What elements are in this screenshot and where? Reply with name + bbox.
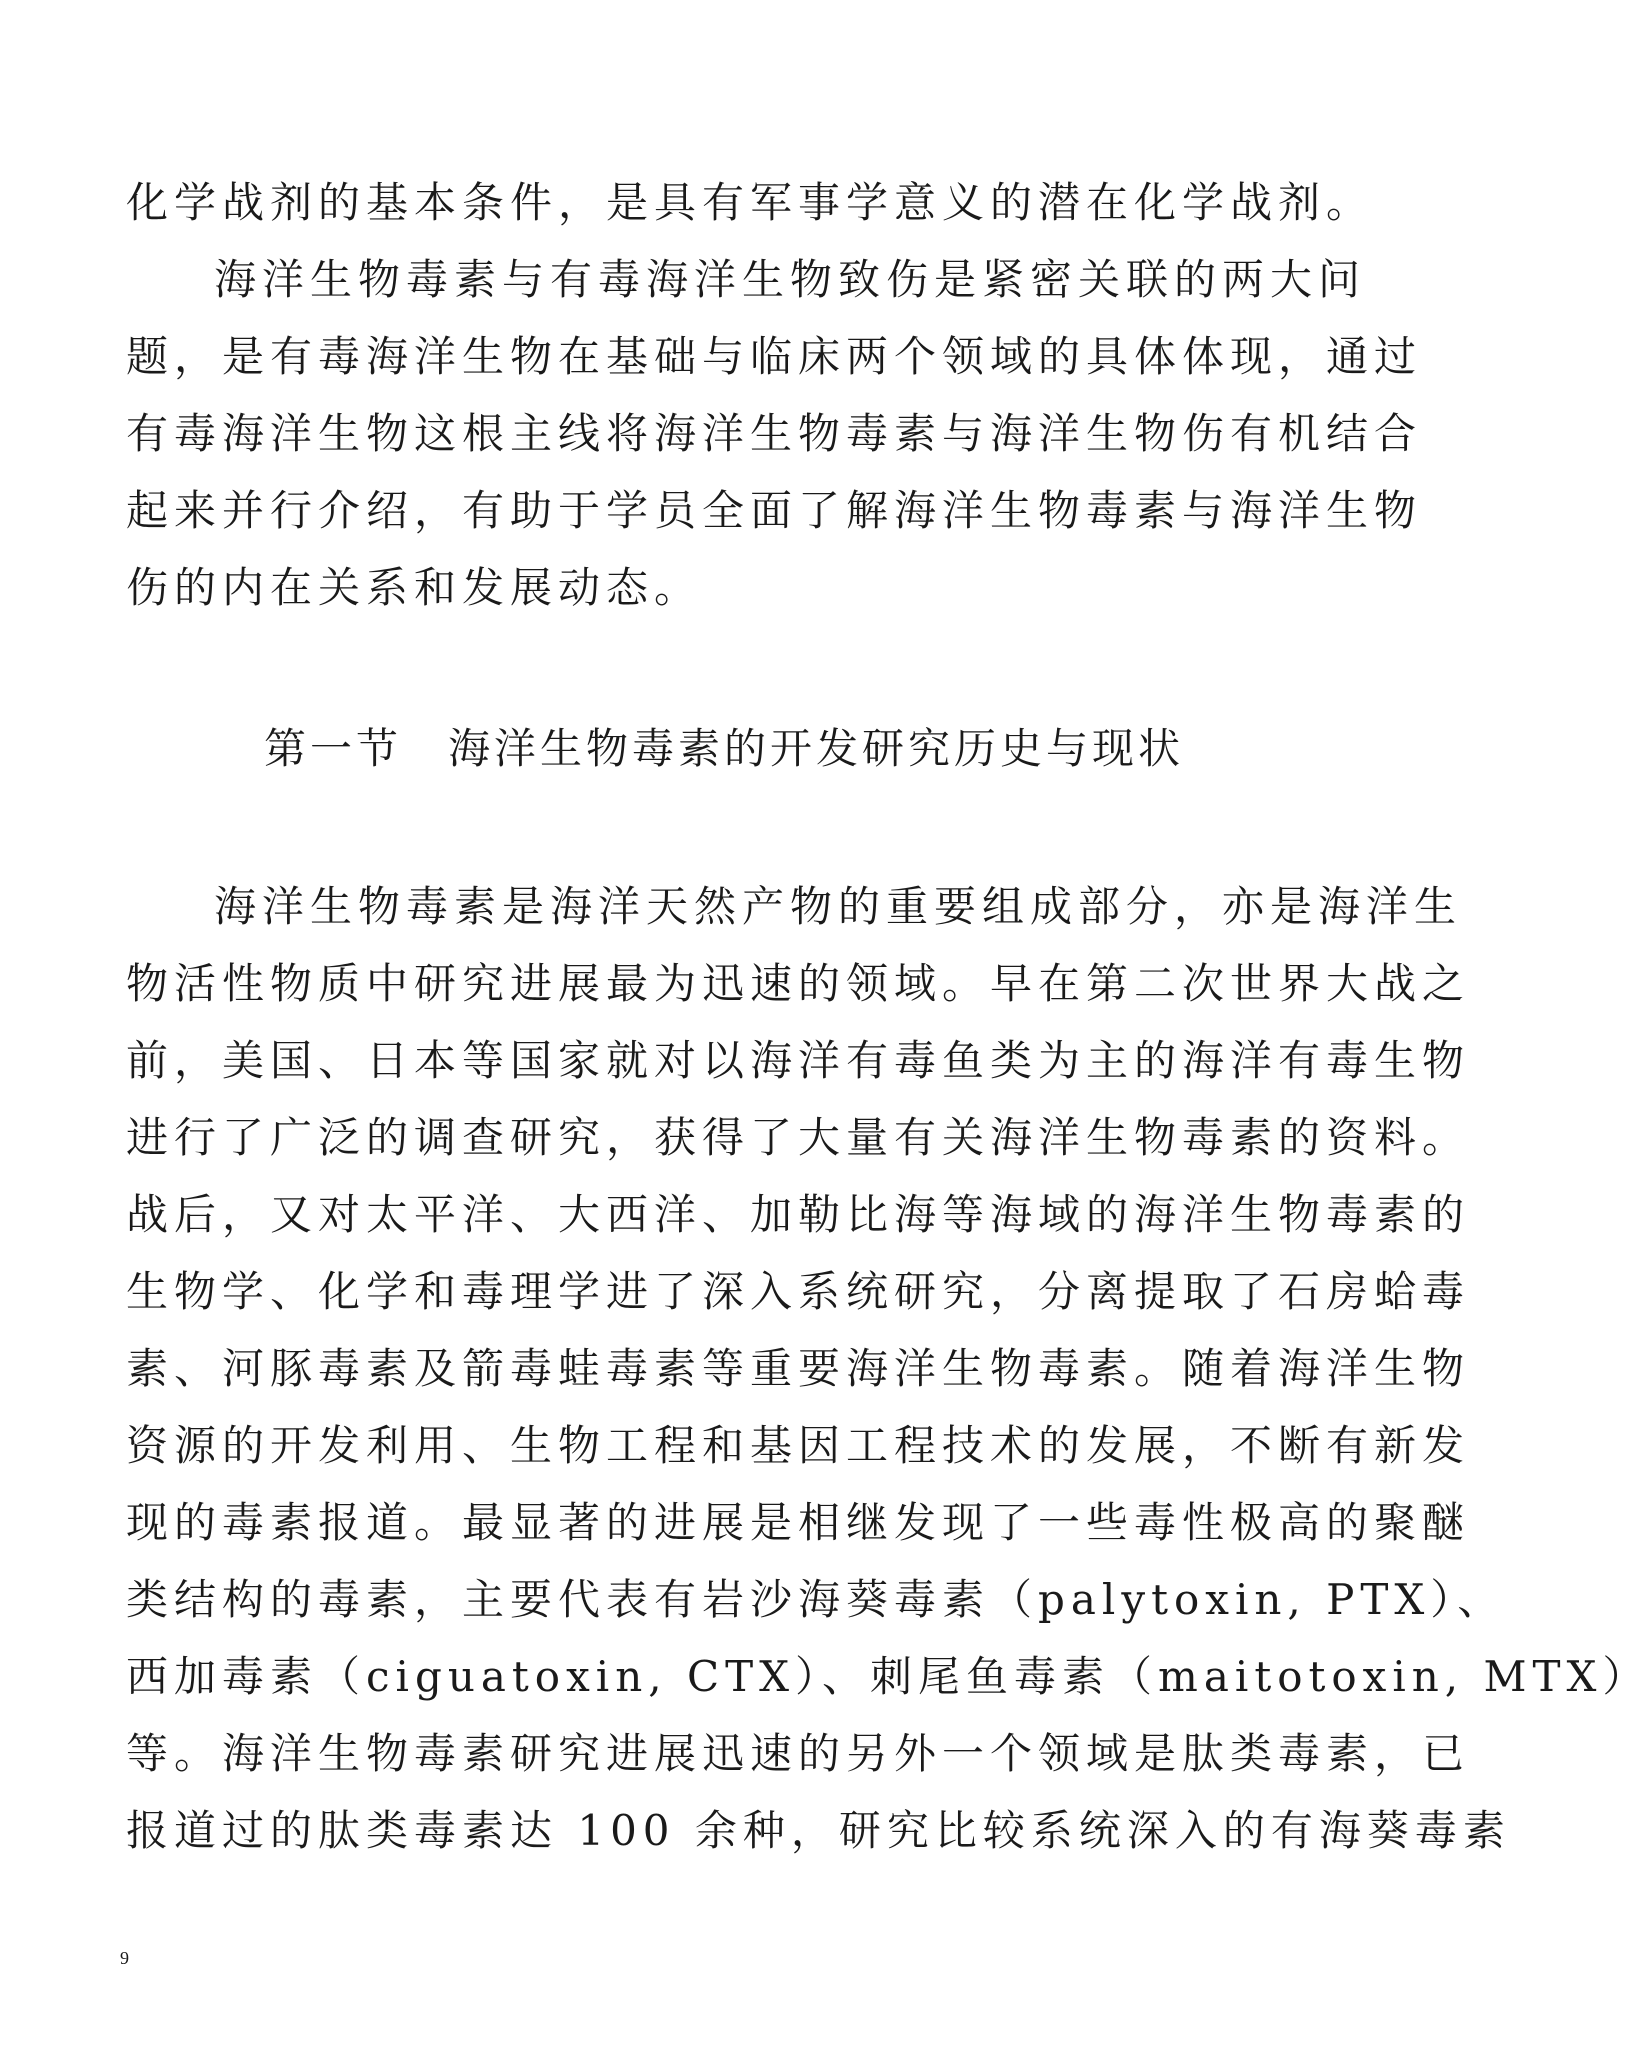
- section-line-6: 生物学、化学和毒理学进了深入系统研究，分离提取了石房蛤毒: [126, 1267, 1471, 1316]
- section-line-5: 战后，又对太平洋、大西洋、加勒比海等海域的海洋生物毒素的: [126, 1190, 1471, 1239]
- section-line-4: 进行了广泛的调查研究，获得了大量有关海洋生物毒素的资料。: [126, 1113, 1471, 1162]
- section-line-12: 等。海洋生物毒素研究进展迅速的另外一个领域是肽类毒素，已: [126, 1729, 1471, 1778]
- intro-line-1: 化学战剂的基本条件，是具有军事学意义的潜在化学战剂。: [126, 178, 1375, 227]
- section-line-9: 现的毒素报道。最显著的进展是相继发现了一些毒性极高的聚醚: [126, 1498, 1471, 1547]
- intro-line-5: 起来并行介绍，有助于学员全面了解海洋生物毒素与海洋生物: [126, 486, 1423, 535]
- section-line-11: 西加毒素（ciguatoxin, CTX）、刺尾鱼毒素（maitotoxin, MTX）: [126, 1652, 1650, 1701]
- intro-line-2: 海洋生物毒素与有毒海洋生物致伤是紧密关联的两大问: [214, 255, 1367, 304]
- section-line-3: 前，美国、日本等国家就对以海洋有毒鱼类为主的海洋有毒生物: [126, 1036, 1471, 1085]
- intro-line-3: 题，是有毒海洋生物在基础与临床两个领域的具体体现，通过: [126, 332, 1423, 381]
- intro-line-6: 伤的内在关系和发展动态。: [126, 563, 703, 612]
- section-heading: 第一节 海洋生物毒素的开发研究历史与现状: [263, 724, 1184, 773]
- section-line-7: 素、河豚毒素及箭毒蛙毒素等重要海洋生物毒素。随着海洋生物: [126, 1344, 1471, 1393]
- intro-line-4: 有毒海洋生物这根主线将海洋生物毒素与海洋生物伤有机结合: [126, 409, 1423, 458]
- section-line-10: 类结构的毒素，主要代表有岩沙海葵毒素（palytoxin, PTX）、: [126, 1575, 1506, 1624]
- section-line-8: 资源的开发利用、生物工程和基因工程技术的发展，不断有新发: [126, 1421, 1471, 1470]
- section-line-2: 物活性物质中研究进展最为迅速的领域。早在第二次世界大战之: [126, 959, 1471, 1008]
- page-number: 9: [120, 1948, 129, 1968]
- section-line-13: 报道过的肽类毒素达 100 余种，研究比较系统深入的有海葵毒素: [126, 1806, 1511, 1855]
- section-line-1: 海洋生物毒素是海洋天然产物的重要组成部分，亦是海洋生: [214, 882, 1463, 931]
